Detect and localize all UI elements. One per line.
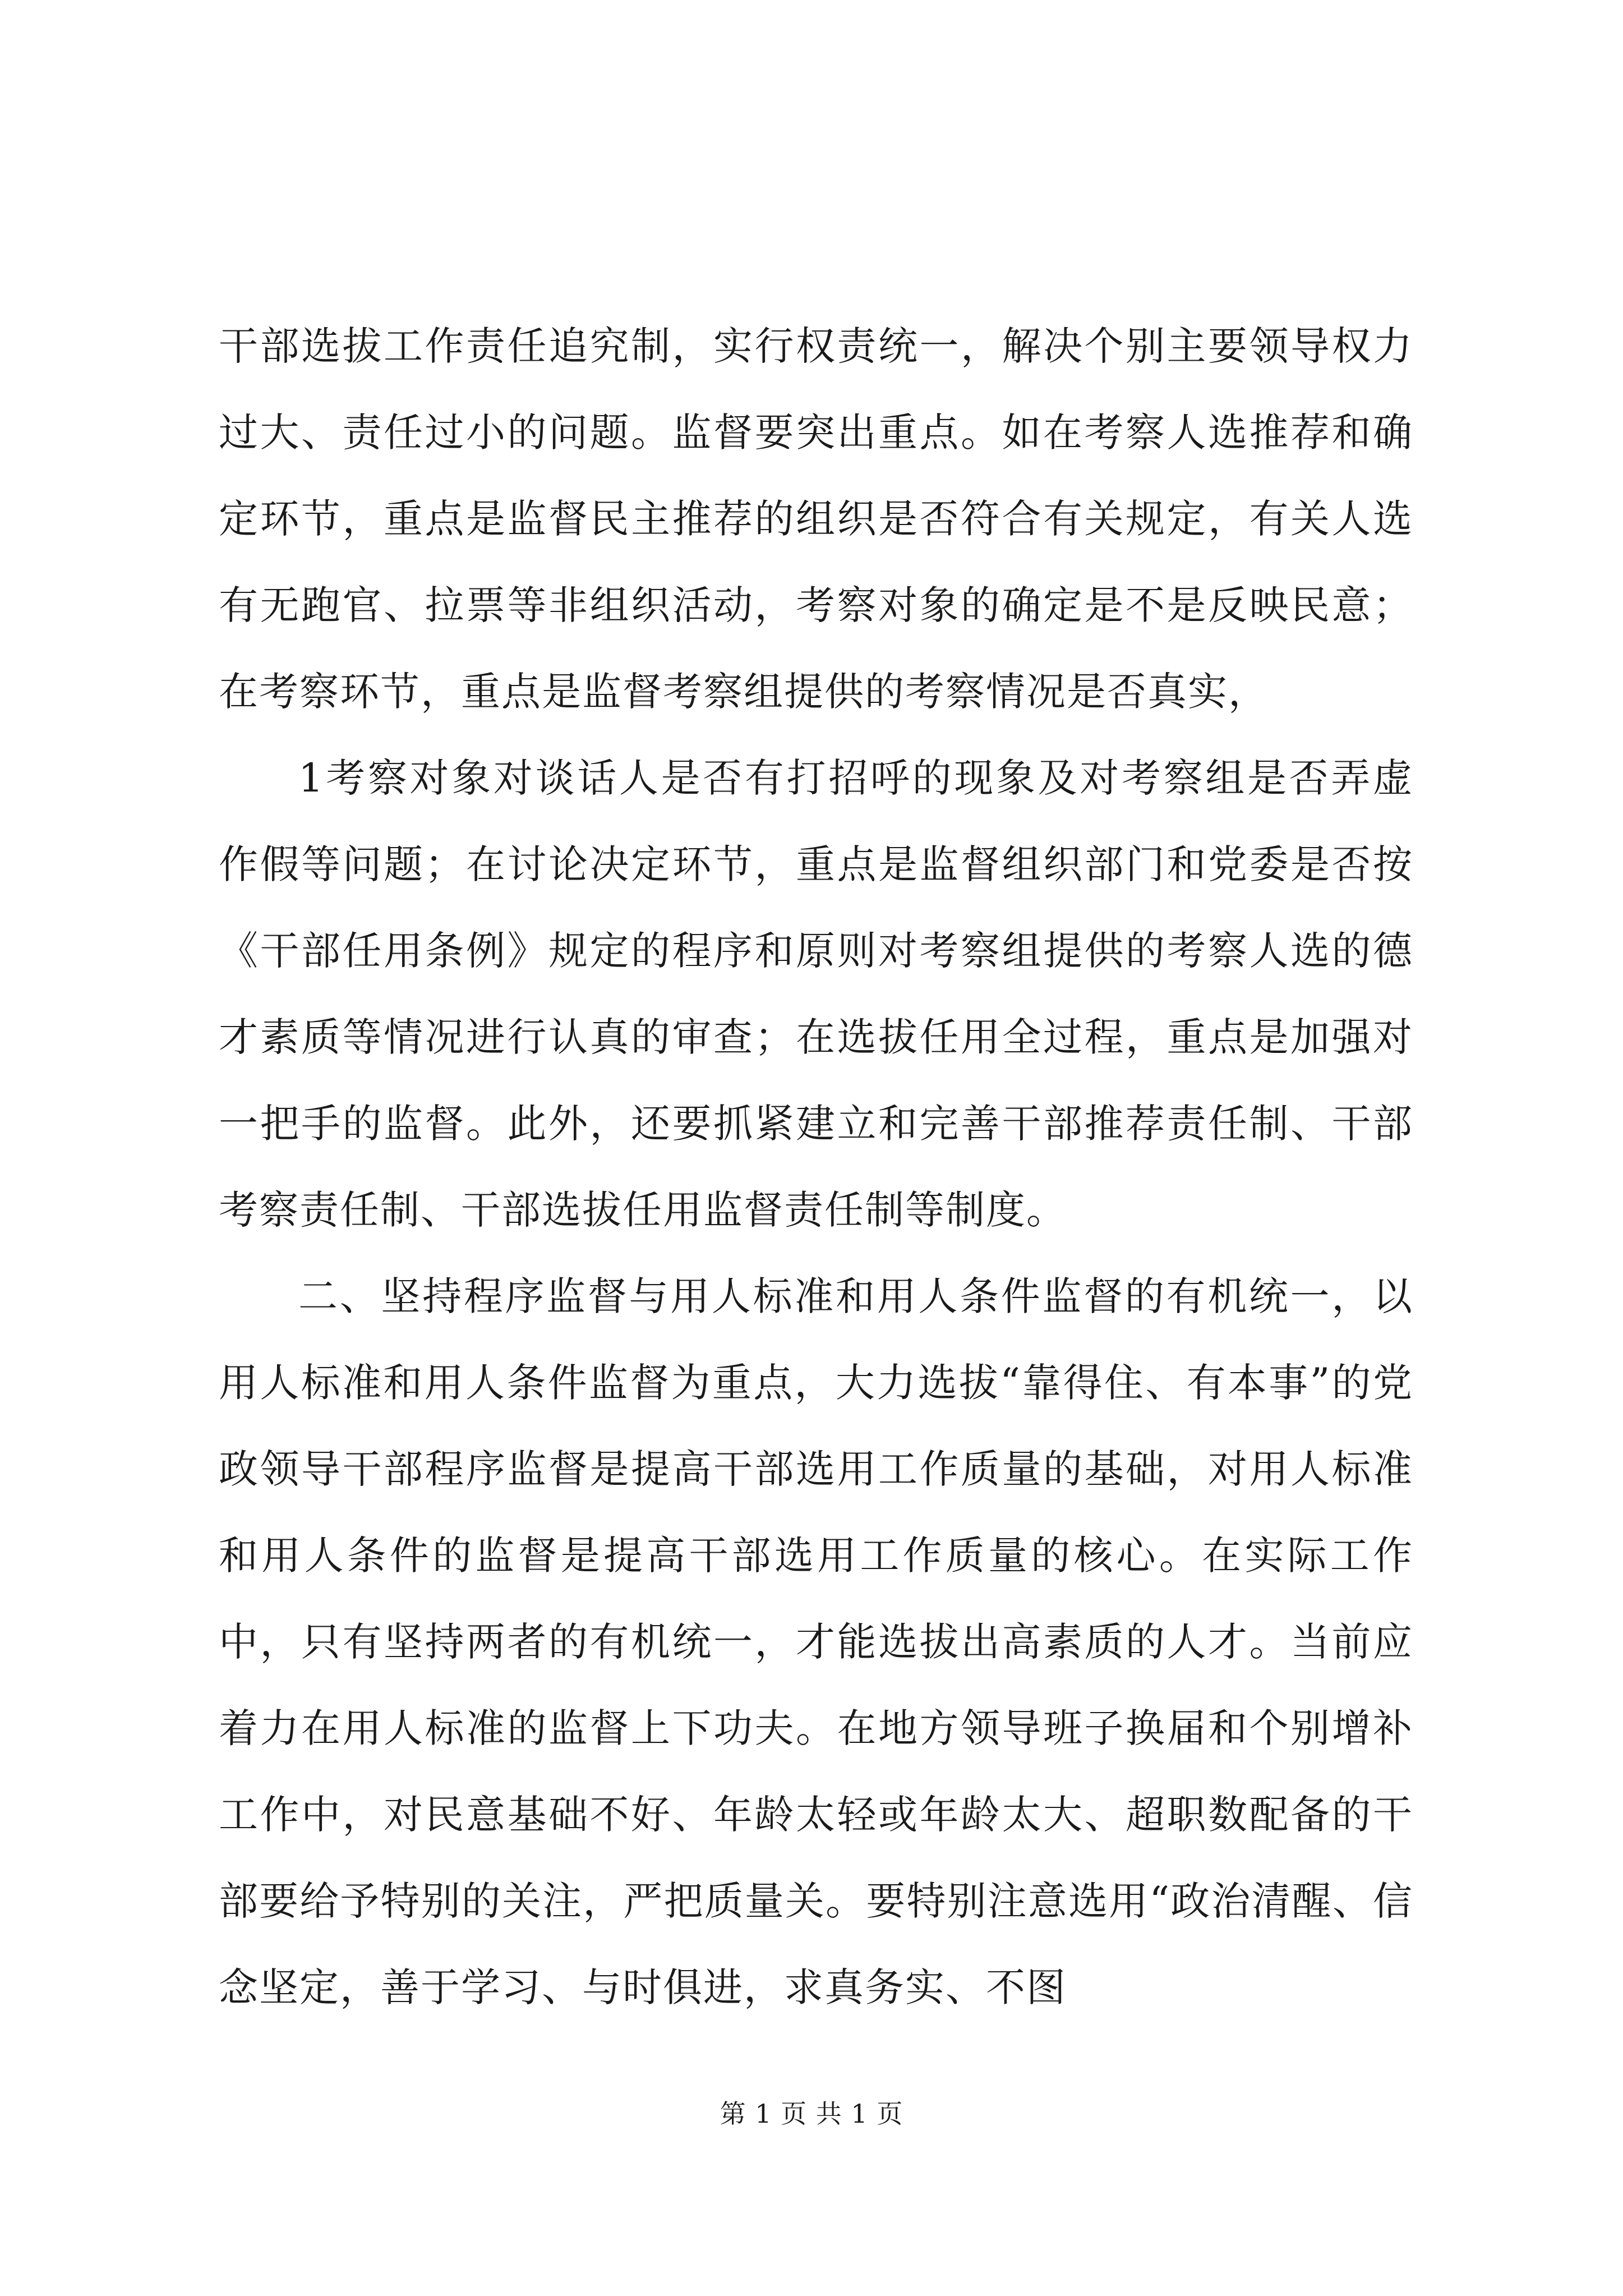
- paragraph-2: 1考察对象对谈话人是否有打招呼的现象及对考察组是否弄虚作假等问题；在讨论决定环节，重点是监督组织部门和党委是否按《干部任用条例》规定的程序和原则对考察组提供的考察人选的德才素质等情况进行认真的审查；在选拔任用全过程，重点是加强对一把手的监督。此外，还要抓紧建立和完善干部推荐责任制、干部考察责任制、干部选拔任用监督责任制等制度。: [219, 755, 1413, 1233]
- page-number-footer: 第 1 页 共 1 页: [720, 2099, 903, 2129]
- paragraph-1: 干部选拔工作责任追究制，实行权责统一，解决个别主要领导权力过大、责任过小的问题。监督要突出重点。如在考察人选推荐和确定环节，重点是监督民主推荐的组织是否符合有关规定，有关人选有无跑官、拉票等非组织活动，考察对象的确定是不是反映民意；在考察环节，重点是监督考察组提供的考察情况是否真实，: [219, 323, 1413, 715]
- paragraph-3: 二、坚持程序监督与用人标准和用人条件监督的有机统一，以用人标准和用人条件监督为重点，大力选拔“靠得住、有本事”的党政领导干部程序监督是提高干部选用工作质量的基础，对用人标准和用人条件的监督是提高干部选用工作质量的核心。在实际工作中，只有坚持两者的有机统一，才能选拔出高素质的人才。当前应着力在用人标准的监督上下功夫。在地方领导班子换届和个别增补工作中，对民意基础不好、年龄太轻或年龄太大、超职数配备的干部要给予特别的关注，严把质量关。要特别注意选用“政治清醒、信念坚定，善于学习、与时俱进，求真务实、不图: [219, 1273, 1413, 2010]
- document-body: [219, 303, 1413, 2031]
